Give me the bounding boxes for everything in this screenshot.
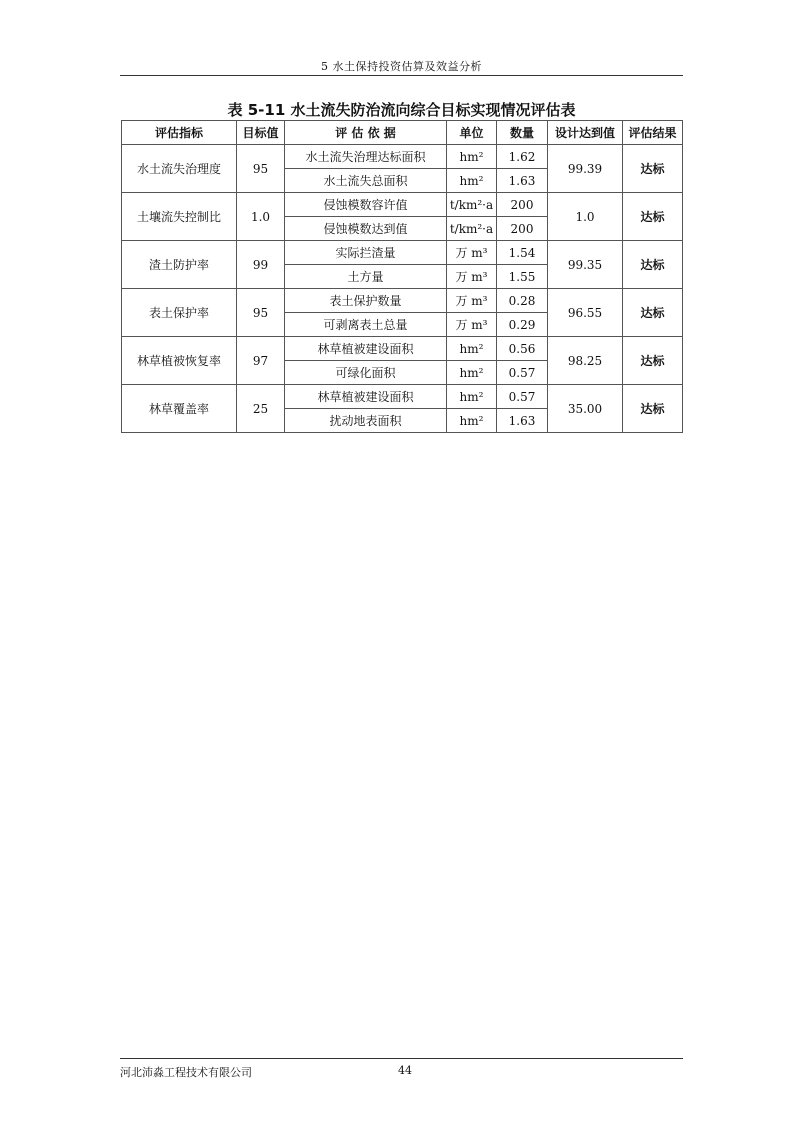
basis-cell: 侵蚀模数容许值 (285, 193, 447, 217)
quantity-cell: 1.55 (497, 265, 548, 289)
result-cell: 达标 (623, 193, 683, 241)
design-value-cell: 99.35 (548, 241, 623, 289)
unit-cell: t/km²·a (447, 217, 497, 241)
quantity-cell: 1.54 (497, 241, 548, 265)
quantity-cell: 200 (497, 217, 548, 241)
indicator-cell: 林草覆盖率 (122, 385, 237, 433)
basis-cell: 表土保护数量 (285, 289, 447, 313)
basis-cell: 土方量 (285, 265, 447, 289)
quantity-cell: 1.63 (497, 169, 548, 193)
table-row (122, 145, 683, 169)
design-value-cell: 1.0 (548, 193, 623, 241)
design-value-cell: 35.00 (548, 385, 623, 433)
unit-cell: hm² (447, 385, 497, 409)
column-header: 目标值 (237, 121, 285, 145)
table-row (122, 289, 683, 313)
column-header: 单位 (447, 121, 497, 145)
target-cell: 97 (237, 337, 285, 385)
page-number: 44 (398, 1064, 412, 1077)
target-cell: 99 (237, 241, 285, 289)
column-header: 评 估 依 据 (285, 121, 447, 145)
unit-cell: 万 m³ (447, 241, 497, 265)
unit-cell: 万 m³ (447, 313, 497, 337)
footer-divider (120, 1058, 683, 1059)
target-cell: 95 (237, 289, 285, 337)
table-row (122, 337, 683, 361)
unit-cell: hm² (447, 337, 497, 361)
result-cell: 达标 (623, 337, 683, 385)
target-cell: 95 (237, 145, 285, 193)
header-divider (120, 75, 683, 76)
column-header: 数量 (497, 121, 548, 145)
indicator-cell: 水土流失治理度 (122, 145, 237, 193)
target-cell: 25 (237, 385, 285, 433)
unit-cell: hm² (447, 409, 497, 433)
basis-cell: 林草植被建设面积 (285, 337, 447, 361)
evaluation-table (121, 120, 683, 433)
result-cell: 达标 (623, 385, 683, 433)
result-cell: 达标 (623, 289, 683, 337)
indicator-cell: 土壤流失控制比 (122, 193, 237, 241)
unit-cell: hm² (447, 361, 497, 385)
quantity-cell: 0.57 (497, 361, 548, 385)
indicator-cell: 渣土防护率 (122, 241, 237, 289)
footer-company: 河北沛淼工程技术有限公司 (120, 1066, 252, 1079)
result-cell: 达标 (623, 241, 683, 289)
target-cell: 1.0 (237, 193, 285, 241)
table-row (122, 385, 683, 409)
unit-cell: hm² (447, 169, 497, 193)
basis-cell: 林草植被建设面积 (285, 385, 447, 409)
unit-cell: 万 m³ (447, 289, 497, 313)
column-header: 设计达到值 (548, 121, 623, 145)
table-row (122, 241, 683, 265)
basis-cell: 可剥离表土总量 (285, 313, 447, 337)
table-title: 表 5-11 水土流失防治流向综合目标实现情况评估表 (227, 101, 576, 119)
design-value-cell: 96.55 (548, 289, 623, 337)
table-header-row (122, 121, 683, 145)
basis-cell: 水土流失治理达标面积 (285, 145, 447, 169)
unit-cell: 万 m³ (447, 265, 497, 289)
result-cell: 达标 (623, 145, 683, 193)
page-header: 5 水土保持投资估算及效益分析 (321, 60, 482, 73)
quantity-cell: 0.28 (497, 289, 548, 313)
basis-cell: 可绿化面积 (285, 361, 447, 385)
basis-cell: 实际拦渣量 (285, 241, 447, 265)
design-value-cell: 99.39 (548, 145, 623, 193)
design-value-cell: 98.25 (548, 337, 623, 385)
unit-cell: hm² (447, 145, 497, 169)
indicator-cell: 林草植被恢复率 (122, 337, 237, 385)
quantity-cell: 200 (497, 193, 548, 217)
quantity-cell: 1.62 (497, 145, 548, 169)
table-row (122, 193, 683, 217)
quantity-cell: 0.56 (497, 337, 548, 361)
unit-cell: t/km²·a (447, 193, 497, 217)
indicator-cell: 表土保护率 (122, 289, 237, 337)
basis-cell: 侵蚀模数达到值 (285, 217, 447, 241)
column-header: 评估结果 (623, 121, 683, 145)
quantity-cell: 0.29 (497, 313, 548, 337)
basis-cell: 水土流失总面积 (285, 169, 447, 193)
quantity-cell: 1.63 (497, 409, 548, 433)
quantity-cell: 0.57 (497, 385, 548, 409)
basis-cell: 扰动地表面积 (285, 409, 447, 433)
column-header: 评估指标 (122, 121, 237, 145)
